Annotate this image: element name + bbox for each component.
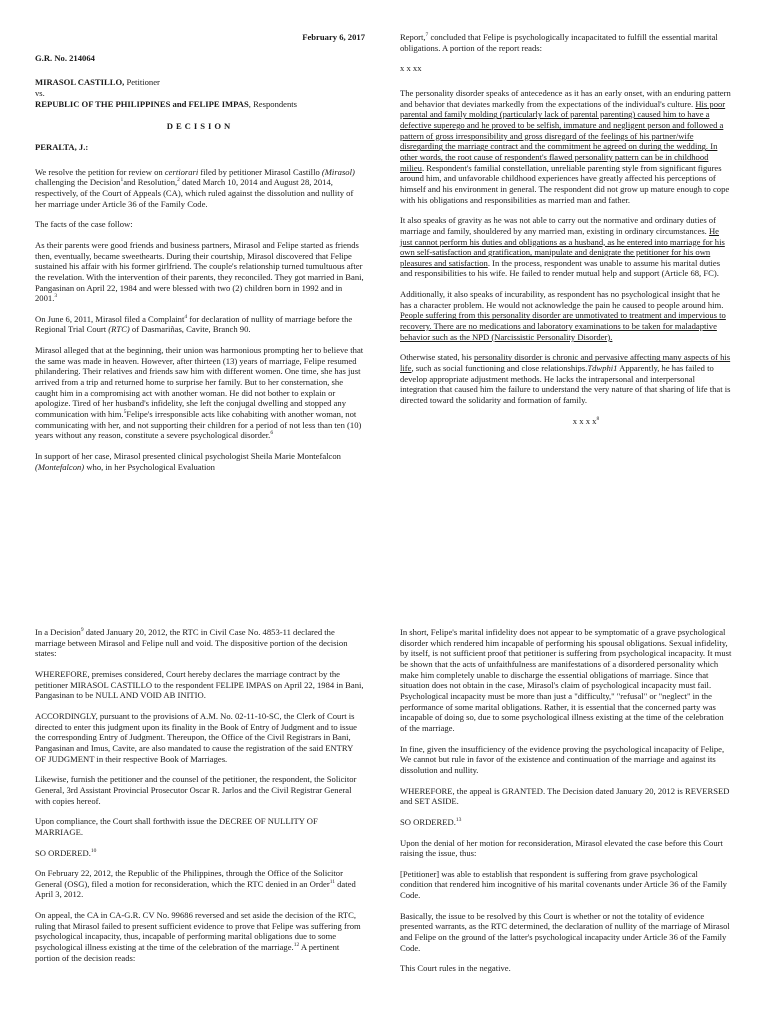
top-left-column (35, 32, 365, 482)
quoted-paragraph: In fine, given the insufficiency of the evidence proving the psychological incapacity of Felipe, We cannot but rule in favor of the existence and continuation of the marriage and against its dissolution and nullity. (400, 743, 725, 775)
case-parties (35, 77, 365, 109)
paragraph: On appeal, the CA in CA-G.R. CV No. 99686 reversed and set aside the decision of the RTC, ruling that Mirasol failed to present sufficient evidence to prove that Felipe was suffering from psychological incapacity, thus, incapable of performing marital obligations due to some psychological illness existing at the time of the celebration of the marriage.$^{12}$ A pertinent portion of the decision reads: (35, 910, 361, 963)
paragraph: We resolve the petition for review on certiorari filed by petitioner Mirasol Castillo (Mirasol) challenging the Decision$^1$and Resolution,$^2$ dated March 10, 2014 and August 28, 2014, respectively, of the Court of Appeals (CA), which ruled against the dissolution and nullity of her marriage under Article 36 of the Family Code. (35, 166, 355, 209)
bottom-right-column (400, 627, 732, 984)
quoted-paragraph: SO ORDERED.$^{13}$ (400, 816, 462, 827)
decision-date: February 6, 2017 (302, 32, 365, 42)
paragraph: On June 6, 2011, Mirasol filed a Complaint$^4$ for declaration of nullity of marriage before the Regional Trial Court (RTC) of Dasmariñas, Cavite, Branch 90. (35, 313, 353, 335)
paragraph: In support of her case, Mirasol presented clinical psychologist Sheila Marie Montefalcon (Montefalcon) who, in her Psychological Evaluation (35, 451, 341, 472)
quoted-paragraph: [Petitioner] was able to establish that respondent is suffering from grave psychological condition that rendered him incognitive of his marital covenants under Article 36 of the Family Code. (400, 868, 727, 901)
paragraph: As their parents were good friends and business partners, Mirasol and Felipe started as friends then, eventually, became sweethearts. During their courtship, Mirasol discovered that Felipe sustained his affair with his former girlfriend. The couple's relationship turned tumultuous after the revelation. With the intervention of their parents, they reconciled. They got married in Bani, Pangasinan on April 22, 1984 and were blessed with two (2) children born in 1992 and in 2001.$^3$ (35, 239, 364, 304)
ellipsis-marker: x x x $x^8$ (572, 415, 600, 426)
quoted-paragraph: Likewise, furnish the petitioner and the counsel of the petitioner, the respondent, the Solicitor General, 3rd Assistant Provincial Prosecutor Oscar R. Jarlos and the Civil Registrar General with copies hereof. (35, 774, 357, 806)
paragraph: This Court rules in the negative. (400, 963, 511, 974)
quoted-paragraph: WHEREFORE, the appeal is GRANTED. The Decision dated January 20, 2012 is REVERSED and SET ASIDE. (400, 785, 730, 807)
quoted-paragraph: In short, Felipe's marital infidelity does not appear to be symptomatic of a grave psychological disorder which rendered him incapable of performing his spousal obligations. Sexual infidelity, by itself, is not sufficient proof that petitioner is suffering from psychological incapacity. It must be shown that the acts of unfaithfulness are manifestations of a disordered personality which make him completely unable to discharge the essential obligations of marriage. Since that situation does not obtain in the case, Mirasol's claim of psychological incapacity must fail. Psychological incapacity must be more than just a "difficulty," "refusal" or "neglect" in the performance of some marital obligations. Rather, it is essential that the concerned party was incapable of doing so, due to some psychological illness existing at the time of the celebration of the marriage. (400, 627, 732, 733)
ponente: PERALTA, J.: (35, 141, 89, 152)
paragraph: Upon the denial of her motion for reconsideration, Mirasol elevated the case before this Court raising the issue, thus: (400, 837, 723, 859)
petitioner-role: Petitioner (124, 77, 160, 88)
quoted-paragraph: Otherwise stated, his personality disorder is chronic and pervasive affecting many aspects of his life, such as social functioning and close relationships.Tdwphi1 Apparently, he has failed to develop appropriate adjustment methods. He lacks the intrapersonal and interpersonal integration that caused him the failure to understand the very nature of that sharing of life that is directed toward the solidarity and formation of family. (400, 352, 731, 406)
paragraph: The facts of the case follow: (35, 219, 133, 230)
quoted-paragraph: It also speaks of gravity as he was not able to carry out the normative and ordinary duties of marriage and family, shouldered by any married man, existing in ordinary circumstances. He just cannot perform his duties and obligations as a husband, as he entered into marriage for his own self-satisfaction and gratification, manipulate and denigrate the petitioner for his own pleasures and satisfaction. In the process, respondent was unable to assume his marital duties and responsibilities to his wife. He failed to render mutual help and support (Article 68, FC). (400, 215, 725, 279)
bottom-left-column (35, 627, 365, 973)
quoted-paragraph: WHEREFORE, premises considered, Court hereby declares the marriage contract by the petitioner MIRASOL CASTILLO to the respondent FELIPE IMPAS on April 22, 1984 in Bani, Pangasinan to be NULL AND VOID AB INITIO. (35, 668, 364, 701)
quoted-paragraph: ACCORDINGLY, pursuant to the provisions of A.M. No. 02-11-10-SC, the Clerk of Court is directed to enter this judgment upon its finality in the Book of Entry of Judgment and to issue the corresponding Entry of Judgment. Thereupon, the Office of the Civil Registrars in Bani, Pangasinan and Imus, Cavite, are also mandated to cause the registration of the said ENTRY OF JUDGMENT in their respective Book of Marriages. (35, 710, 357, 764)
petitioner-name: MIRASOL CASTILLO, (35, 77, 125, 88)
quoted-paragraph: Upon compliance, the Court shall forthwith issue the DECREE OF NULLITY OF MARRIAGE. (35, 816, 318, 837)
paragraph: In a Decision$^9$ dated January 20, 2012, the RTC in Civil Case No. 4853-11 declared the marriage between Mirasol and Felipe null and void. The dispositive portion of the decision states: (35, 627, 348, 659)
quoted-paragraph: Additionally, it also speaks of incurability, as respondent has no psychological insight that he has a character problem. He would not acknowledge the pain he caused to people around him. People suffering from this personality disorder are unmotivated to treatment and impervious to recovery. There are no medications and laboratory examinations to be taken for maladaptive behavior such as the NPD (Narcissistic Personality Disorder). (400, 289, 726, 342)
decision-heading: DECISION (166, 121, 234, 132)
paragraph: On February 22, 2012, the Republic of the Philippines, through the Office of the Solicitor General (OSG), filed a motion for reconsideration, which the RTC denied in an Order$^{11}$ dated April 3, 2012. (35, 868, 356, 900)
ellipsis-marker: x x xx (400, 63, 422, 74)
paragraph: Basically, the issue to be resolved by this Court is whether or not the totality of evidence presented warrants, as the RTC determined, the declaration of nullity of the marriage of Mirasol and Felipe on the ground of the latter's psychological incapacity under Article 36 of the Family Code. (400, 910, 730, 953)
top-right-column (400, 32, 732, 436)
versus: vs. (35, 87, 45, 98)
paragraph: Report,$^7$ concluded that Felipe is psychologically incapacitated to fulfill the essential marital obligations. A portion of the report reads: (400, 32, 718, 53)
gr-number: G.R. No. 214064 (35, 52, 95, 63)
quoted-paragraph: The personality disorder speaks of antecedence as it has an early onset, with an enduring pattern and behavior that deviates markedly from the expectations of the individual's culture. His poor parental and family molding (particularly lack of parental parenting) caused him to have a defective superego and he proved to be selfish, immature and negligent person and followed a pattern of gross irresponsibility and gross disregard of the feelings of his partner/wife disregarding the marriage contract and the commitment he agreed on during the wedding. In other words, the root cause of respondent's flawed personality pattern can be in childhood milieu. Respondent's familial constellation, unreliable parenting style from significant figures around him, and unfavorable childhood experiences have greatly affected his perceptions of himself and his environment in general. The respondent did not grow up mature enough to cope with his obligations and responsibilities as married man and father. (400, 87, 731, 205)
paragraph: Mirasol alleged that at the beginning, their union was harmonious prompting her to believe that the same was made in heaven. However, after thirteen (13) years of marriage, Felipe resumed philandering. Their relatives and friends saw him with different women. One time, she has just arrived from a trip and returned home to surprise her family. But to her consternation, she caught him in a compromising act with another woman. He did not bother to explain or apologize. Tired of her husband's infidelity, she left the conjugal dwelling and stopped any communication with him.$^5$Felipe's irresponsible acts like cohabiting with another woman, not communicating with her, and not supporting their children for a period of not less than ten (10) years without any reason, constitute a severe psychological disorder.$^6$ (35, 345, 364, 441)
respondents-name: REPUBLIC OF THE PHILIPPINES and FELIPE IMPAS (35, 98, 249, 109)
respondents-role: , Respondents (248, 98, 297, 109)
quoted-paragraph: SO ORDERED.$^{10}$ (35, 847, 97, 858)
